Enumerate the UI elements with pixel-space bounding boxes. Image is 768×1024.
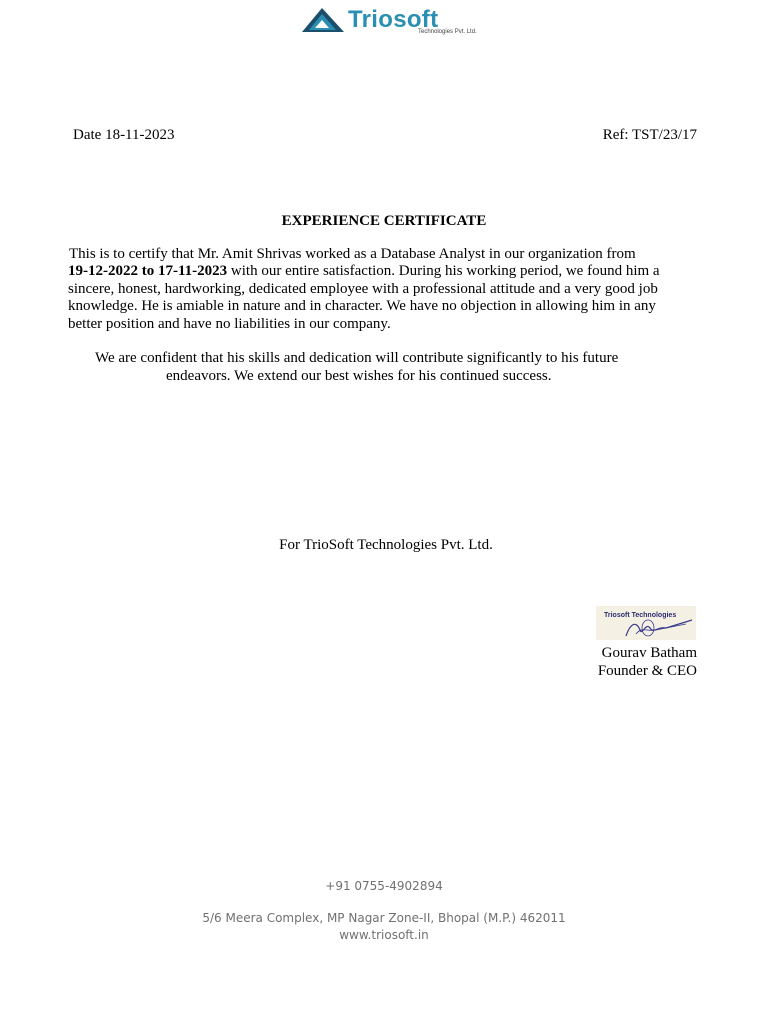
certificate-title: EXPERIENCE CERTIFICATE	[281, 213, 487, 229]
company-logo	[300, 6, 477, 36]
signature-stamp	[596, 606, 696, 640]
body-line: better position and have no liabilities in our company.	[68, 315, 391, 332]
issue-date: Date 18-11-2023	[73, 127, 175, 143]
body-line: We are confident that his skills and dedication will contribute significantly to his future	[95, 350, 619, 366]
svg-text:Triosoft Technologies: Triosoft Technologies	[604, 612, 677, 619]
body-line-text: with our entire satisfaction. During his working period, we found him a	[227, 263, 660, 280]
body-line: knowledge. He is amiable in nature and in character. We have no objection in allowing him in any	[68, 298, 656, 315]
logo-subtitle: Technologies Pvt. Ltd.	[418, 29, 477, 35]
footer-website: www.triosoft.in	[339, 928, 429, 942]
triangle-logo-icon	[300, 6, 346, 34]
for-company-line: For TrioSoft Technologies Pvt. Ltd.	[279, 537, 493, 553]
employment-period: 19-12-2022 to 17-11-2023	[68, 263, 228, 280]
certificate-body-paragraph	[68, 246, 688, 333]
wishes-paragraph	[0, 350, 768, 385]
footer-phone: +91 0755-4902894	[325, 879, 443, 893]
body-line: This is to certify that Mr. Amit Shrivas worked as a Database Analyst in our organization from	[69, 246, 636, 262]
body-line: endeavors. We extend our best wishes for his continued success.	[166, 367, 552, 384]
footer-address: 5/6 Meera Complex, MP Nagar Zone-II, Bhopal (M.P.) 462011	[202, 911, 566, 925]
reference-number: Ref: TST/23/17	[602, 127, 697, 143]
signatory-block	[598, 645, 697, 680]
body-line: sincere, honest, hardworking, dedicated employee with a professional attitude and a very good job	[68, 280, 658, 297]
body-line	[68, 263, 688, 280]
signatory-title: Founder & CEO	[597, 662, 697, 679]
logo-wordmark: Triosoft	[348, 6, 439, 33]
signatory-name: Gourav Batham	[601, 645, 697, 661]
